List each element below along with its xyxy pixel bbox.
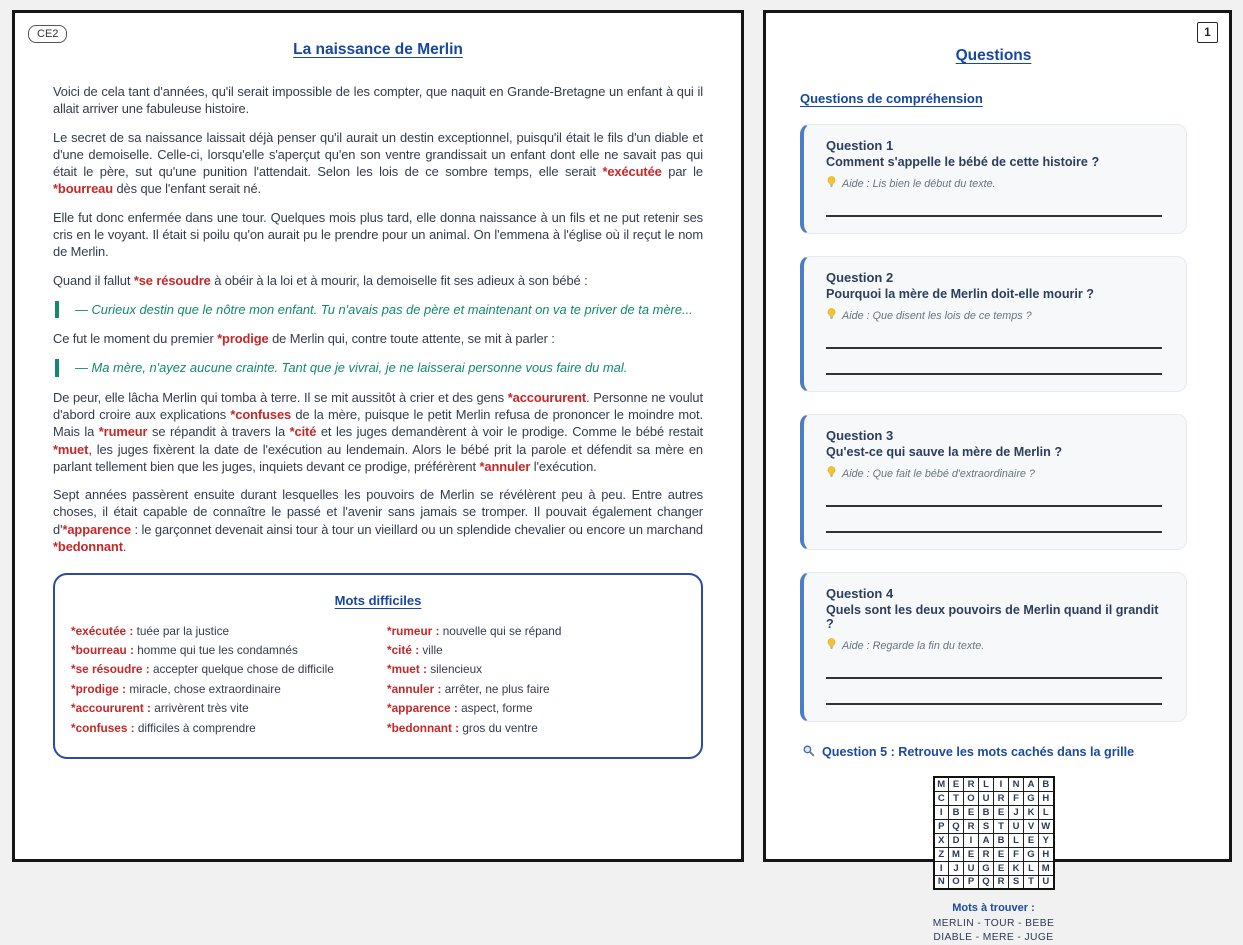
vocab-definition: miracle, chose extraordinaire [129, 681, 281, 696]
vocab-definition: nouvelle qui se répand [442, 623, 562, 638]
story-paragraph: De peur, elle lâcha Merlin qui tomba à terre. Il se mit aussitôt à crier et des gens *accoururent. Personne ne voulut d'abord croire aux explications *confuses de la mère, puisque le petit Merlin refusa de prononcer le moindre mot. Mais la *rumeur se répandit à travers la *cité et les juges demandèrent à voir le prodige. Comme le bébé restait *muet, les juges fixèrent la date de l'exécution au lendemain. Alors le bébé prit la parole et défendit sa mère en parlant tellement bien que les juges, inquiets devant ce prodige, préférèrent *annuler l'exécution. [53, 389, 703, 474]
vocab-word-inline: *prodige [217, 331, 269, 347]
lightbulb-icon [826, 466, 837, 481]
vocab-term: *muet : [387, 662, 431, 677]
grid-cell: G [1024, 847, 1039, 861]
grid-cell: Y [1039, 833, 1054, 847]
story-paragraph: Ce fut le moment du premier *prodige de Merlin qui, contre toute attente, se mit à parler : [53, 331, 555, 347]
words-to-find-line: MERLIN - TOUR - BEBE [932, 918, 1055, 929]
vocab-word-inline: *muet [53, 441, 89, 457]
question-label: Question 2 [826, 270, 894, 285]
vocab-definition: difficiles à comprendre [137, 720, 256, 735]
grid-cell: B [994, 833, 1009, 847]
grid-cell: R [964, 819, 979, 833]
vocab-term: *annuler : [387, 681, 445, 696]
grid-cell: T [1024, 875, 1039, 889]
lightbulb-icon [826, 176, 837, 191]
vocab-column-right [387, 620, 685, 739]
grid-cell: Q [979, 875, 994, 889]
story-title: La naissance de Merlin [293, 41, 463, 58]
question-card [800, 414, 1187, 550]
vocab-word-inline: *se résoudre [133, 272, 211, 288]
grid-cell: U [979, 791, 994, 805]
question-hint [826, 176, 1168, 191]
grid-cell: H [1039, 847, 1054, 861]
grid-cell: R [979, 847, 994, 861]
grid-cell: O [949, 875, 964, 889]
question-hint [826, 638, 1168, 653]
vocab-definition: homme qui tue les condamnés [137, 643, 298, 658]
grid-cell: B [1039, 777, 1054, 791]
vocab-definition: arrivèrent très vite [154, 701, 249, 716]
vocab-term: *se résoudre : [71, 662, 153, 677]
vocab-definition: arrêter, ne plus faire [444, 681, 550, 696]
grid-cell: E [1024, 833, 1039, 847]
grid-row [934, 833, 1054, 847]
grid-cell: E [964, 847, 979, 861]
grid-cell: D [949, 833, 964, 847]
page-questions [763, 10, 1232, 943]
grid-cell: B [949, 805, 964, 819]
grid-cell: X [934, 833, 949, 847]
grid-cell: T [949, 791, 964, 805]
vocab-entry [387, 623, 685, 640]
grid-cell: M [1039, 861, 1054, 875]
grid-cell: L [1039, 805, 1054, 819]
grid-cell: A [1024, 777, 1039, 791]
grid-row [934, 805, 1054, 819]
story-paragraph: Quand il fallut *se résoudre à obéir à la loi et à mourir, la demoiselle fit ses adieux à son bébé : [53, 272, 588, 288]
grid-cell: T [994, 819, 1009, 833]
grid-cell: B [979, 805, 994, 819]
vocab-term: *exécutée : [71, 623, 137, 638]
grid-cell: E [949, 777, 964, 791]
question-hint-text: Aide : Regarde la fin du texte. [842, 639, 985, 652]
grid-cell: L [979, 777, 994, 791]
story-quote: — Ma mère, n'ayez aucune crainte. Tant que je vivrai, je ne laisserai personne vous faire du mal. [55, 359, 703, 376]
question-text: Qu'est-ce qui sauve la mère de Merlin ? [826, 445, 1063, 459]
question-label: Question 3 [826, 428, 894, 443]
vocab-entry [71, 642, 369, 659]
vocab-entry [71, 661, 369, 678]
word-search-grid [933, 776, 1055, 890]
question-card [800, 256, 1187, 392]
words-to-find-line: DIABLE - MERE - JUGE [933, 931, 1054, 943]
vocab-entry [387, 642, 685, 659]
vocab-columns [71, 620, 685, 739]
grid-row [934, 791, 1054, 805]
grid-cell: N [1009, 777, 1024, 791]
vocab-entry [71, 681, 369, 698]
grid-cell: U [964, 861, 979, 875]
grid-cell: J [949, 861, 964, 875]
grid-cell: S [979, 819, 994, 833]
vocab-term: *confuses : [71, 720, 138, 735]
question-text: Pourquoi la mère de Merlin doit-elle mourir ? [826, 287, 1095, 301]
vocab-word-inline: *bourreau [53, 181, 113, 197]
grid-cell: N [934, 875, 949, 889]
grid-cell: W [1039, 819, 1054, 833]
comprehension-section-heading: Questions de compréhension [800, 91, 983, 106]
vocab-entry [387, 661, 685, 678]
answer-line [826, 507, 1162, 533]
magnifier-icon [802, 744, 815, 760]
question-label: Question 1 [826, 138, 894, 153]
vocab-word-inline: *apparence [62, 521, 131, 537]
vocab-word-inline: *confuses [230, 406, 292, 422]
story-text [53, 83, 703, 555]
grid-cell: G [1024, 791, 1039, 805]
grid-cell: U [1039, 875, 1054, 889]
vocab-word-inline: *annuler [479, 458, 531, 474]
question-text: Comment s'appelle le bébé de cette histoire ? [826, 155, 1100, 169]
vocab-word-inline: *rumeur [98, 424, 148, 440]
grid-cell: K [1009, 861, 1024, 875]
grid-cell: I [934, 861, 949, 875]
grid-cell: V [1024, 819, 1039, 833]
grid-cell: Z [934, 847, 949, 861]
vocab-entry [71, 700, 369, 717]
grid-cell: M [949, 847, 964, 861]
answer-line [826, 481, 1162, 507]
vocab-word-inline: *accoururent [507, 389, 587, 405]
vocab-definition: aspect, forme [461, 701, 533, 716]
answer-line [826, 323, 1162, 349]
grid-cell: F [1009, 791, 1024, 805]
vocab-word-inline: *exécutée [602, 164, 662, 180]
answer-line [826, 653, 1162, 679]
grid-cell: R [994, 875, 1009, 889]
vocab-term: *bedonnant : [387, 720, 463, 735]
page-number-badge: 1 [1197, 22, 1218, 43]
story-paragraph: Voici de cela tant d'années, qu'il serait impossible de les compter, que naquit en Grande-Bretagne un enfant à qui il allait arriver une fabuleuse histoire. [53, 84, 703, 117]
story-paragraph: Sept années passèrent ensuite durant lesquelles les pouvoirs de Merlin se révélèrent peu à peu. Entre autres choses, il était capable de connaître le passé et l'avenir sans jamais se tromper. Il pouvait également changer d'*apparence : le garçonnet devenait ainsi tour à tour un vieillard ou un splendide chevalier ou encore un marchand *bedonnant. [53, 487, 703, 554]
vocab-entry [387, 681, 685, 698]
question5-heading-label: Question 5 : Retrouve les mots cachés dans la grille [822, 745, 1135, 759]
vocab-definition: silencieux [430, 662, 483, 677]
grid-cell: E [994, 805, 1009, 819]
vocab-term: *prodige : [71, 681, 130, 696]
vocab-entry [387, 700, 685, 717]
vocab-entry [71, 623, 369, 640]
grid-cell: E [964, 805, 979, 819]
questions-title: Questions [955, 47, 1032, 64]
grid-row [934, 819, 1054, 833]
grid-cell: P [934, 819, 949, 833]
question-hint [826, 466, 1168, 481]
grid-cell: Q [949, 819, 964, 833]
question-text: Quels sont les deux pouvoirs de Merlin quand il grandit ? [826, 603, 1159, 631]
story-paragraph: Elle fut donc enfermée dans une tour. Quelques mois plus tard, elle donna naissance à un fils et ne put retenir ses cris en le voyant. Il était si poilu qu'on aurait pu le prendre pour un animal. On l'emmena à l'église où il reçut le nom de Merlin. [53, 209, 703, 260]
answer-line [826, 191, 1162, 217]
grid-cell: H [1039, 791, 1054, 805]
vocab-term: *apparence : [387, 701, 462, 716]
vocab-term: *bourreau : [71, 643, 138, 658]
vocab-box [53, 573, 703, 759]
grid-row [934, 777, 1054, 791]
story-quote: — Curieux destin que le nôtre mon enfant. Tu n'avais pas de père et maintenant on va te priver de ta mère... [55, 301, 703, 318]
vocab-title: Mots difficiles [334, 593, 422, 609]
vocab-definition: ville [422, 643, 443, 658]
answer-line [826, 679, 1162, 705]
grid-cell: G [979, 861, 994, 875]
vocab-term: *rumeur : [387, 623, 443, 638]
vocab-definition: accepter quelque chose de difficile [152, 662, 334, 677]
grid-row [934, 847, 1054, 861]
question-hint-text: Aide : Lis bien le début du texte. [842, 177, 996, 190]
grid-cell: M [934, 777, 949, 791]
grade-badge: CE2 [28, 25, 67, 43]
grid-cell: L [1009, 833, 1024, 847]
grid-row [934, 875, 1054, 889]
lightbulb-icon [826, 308, 837, 323]
question-hint-text: Aide : Que fait le bébé d'extraordinaire ? [842, 467, 1035, 480]
vocab-definition: gros du ventre [462, 720, 538, 735]
vocab-term: *cité : [387, 643, 423, 658]
grid-cell: P [964, 875, 979, 889]
vocab-word-inline: *cité [289, 424, 317, 440]
question-label: Question 4 [826, 586, 894, 601]
question-hint [826, 308, 1168, 323]
question-list [800, 124, 1187, 722]
answer-line [826, 349, 1162, 375]
vocab-column-left [71, 620, 369, 739]
grid-cell: E [994, 861, 1009, 875]
vocab-entry [71, 720, 369, 737]
question-card [800, 572, 1187, 722]
story-paragraph: Le secret de sa naissance laissait déjà penser qu'il aurait un destin exceptionnel, puisqu'il était le fils d'un diable et d'une demoiselle. Celle-ci, lorsqu'elle s'aperçut qu'en son ventre grandissait un enfant dont elle ne savait pas qui était le père, sut qu'une punition l'attendait. Selon les lois de ce sombre temps, elle serait *exécutée par le *bourreau dès que l'enfant serait né. [53, 129, 703, 197]
grid-cell: I [934, 805, 949, 819]
question5-heading [802, 744, 1187, 760]
grid-cell: E [994, 847, 1009, 861]
grid-cell: I [964, 833, 979, 847]
vocab-definition: tuée par la justice [136, 623, 230, 638]
grid-cell: O [964, 791, 979, 805]
grid-cell: U [1009, 819, 1024, 833]
vocab-term: *accoururent : [71, 701, 155, 716]
grid-cell: J [1009, 805, 1024, 819]
words-to-find [800, 902, 1187, 945]
grid-cell: R [964, 777, 979, 791]
words-to-find-title: Mots à trouver : [952, 902, 1035, 914]
question-hint-text: Aide : Que disent les lois de ce temps ? [842, 309, 1032, 322]
grid-cell: F [1009, 847, 1024, 861]
grid-cell: R [994, 791, 1009, 805]
grid-cell: S [1009, 875, 1024, 889]
grid-cell: K [1024, 805, 1039, 819]
grid-row [934, 861, 1054, 875]
grid-cell: C [934, 791, 949, 805]
grid-cell: L [1024, 861, 1039, 875]
question-card [800, 124, 1187, 234]
vocab-word-inline: *bedonnant [53, 538, 123, 554]
grid-cell: I [994, 777, 1009, 791]
grid-cell: A [979, 833, 994, 847]
lightbulb-icon [826, 638, 837, 653]
vocab-entry [387, 720, 685, 737]
page-story [12, 10, 744, 862]
